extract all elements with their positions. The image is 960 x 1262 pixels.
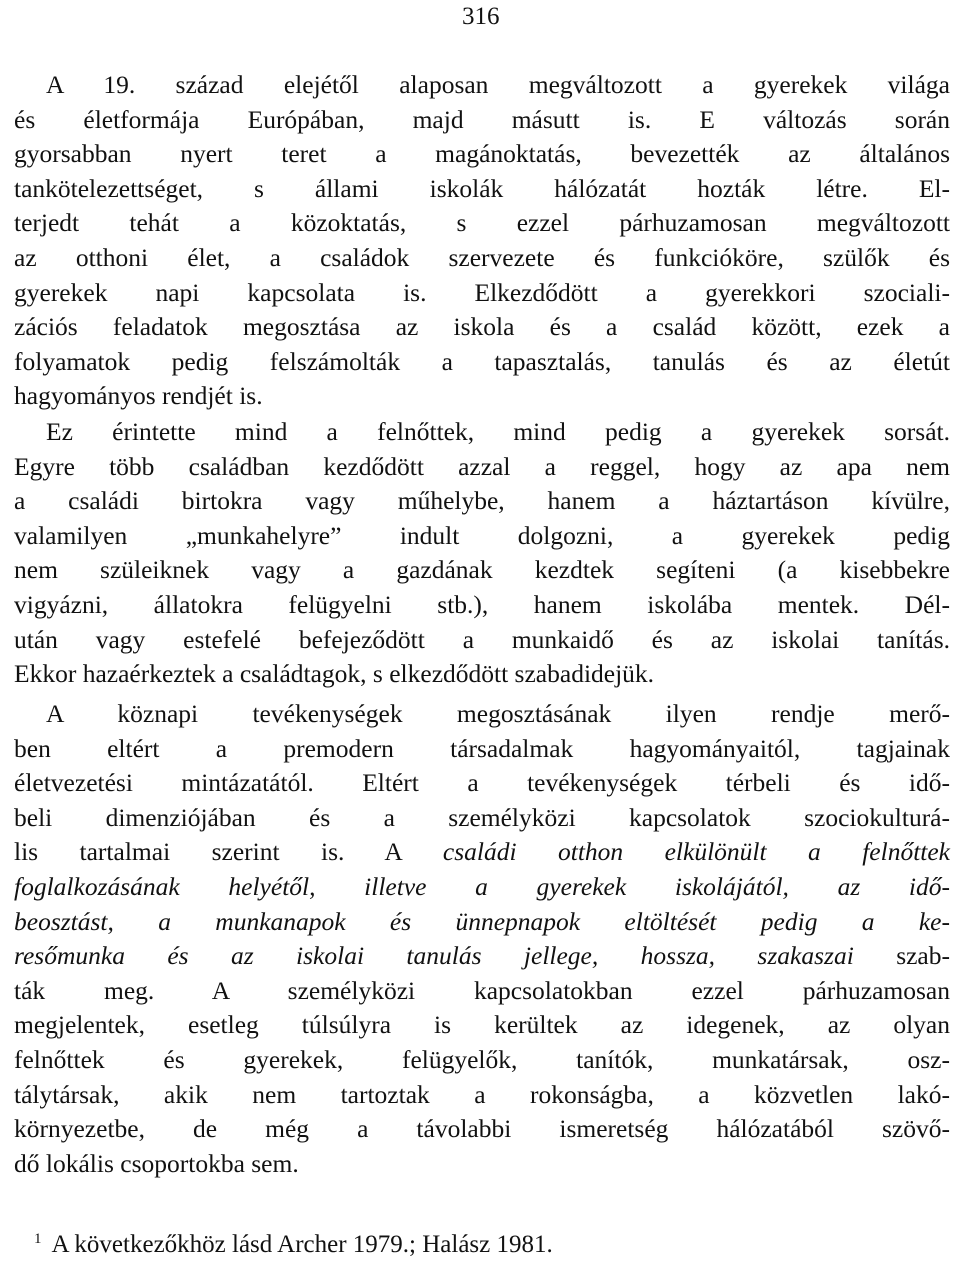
text-line: A 19. század elejétől alaposan megváltozott a gyerekek világa [46, 70, 950, 99]
text-line: valamilyen „munkahelyre” indult dolgozni, a gyerekek pedig [14, 520, 950, 550]
text-line-mixed [14, 939, 950, 974]
text-line: gyerekek napi kapcsolata is. Elkezdődött a gyerekkori szociali- [14, 277, 950, 307]
paragraph-1 [14, 68, 950, 414]
text-line: nem szüleiknek vagy a gazdának kezdtek segíteni (a kisebbekre [14, 555, 950, 585]
emphasis-span: resőmunka és az iskolai tanulás jellege, hossza, szakaszai [14, 941, 854, 971]
text-line: Ez érintette mind a felnőttek, mind pedig a gyerekek sorsát. [46, 417, 950, 446]
text-line: megjelentek, esetleg túlsúlyra is kerültek az idegenek, az olyan [14, 1010, 950, 1040]
text-span: szab- [896, 941, 950, 971]
text-line: folyamatok pedig felszámolták a tapasztalás, tanulás és az életút [14, 346, 950, 376]
text-line: gyorsabban nyert teret a magánoktatás, bevezették az általános [14, 139, 950, 169]
page-number: 316 [462, 3, 500, 30]
text-line: vigyázni, állatokra felügyelni stb.), hanem iskolába mentek. Dél- [14, 589, 950, 619]
text-line: életvezetési mintázatától. Eltért a tevékenységek térbeli és idő- [14, 768, 950, 798]
text-line: után vagy estefelé befejeződött a munkaidő és az iskolai tanítás. [14, 624, 950, 654]
emphasis-line: beosztást, a munkanapok és ünnepnapok eltöltését pedig a ke- [14, 906, 950, 936]
text-line: beli dimenziójában és a személyközi kapcsolatok szociokulturá- [14, 802, 950, 832]
text-line: a családi birtokra vagy műhelybe, hanem a háztartáson kívülre, [14, 486, 950, 516]
text-line: terjedt tehát a közoktatás, s ezzel párhuzamosan megváltozott [14, 208, 950, 238]
footnote-text: A következőkhöz lásd Archer 1979.; Halász 1981. [51, 1231, 553, 1258]
text-line: zációs feladatok megosztása az iskola és a család között, ezek a [14, 312, 950, 342]
paragraph-2 [14, 415, 950, 692]
text-line: dő lokális csoportokba sem. [14, 1148, 299, 1178]
text-line: tálytársak, akik nem tartoztak a rokonságba, a közvetlen lakó- [14, 1079, 950, 1109]
text-line: ben eltért a premodern társadalmak hagyományaitól, tagjainak [14, 733, 950, 763]
paragraph-3 [14, 697, 950, 1181]
text-line: Ekkor hazaérkeztek a családtagok, s elkezdődött szabadidejük. [14, 659, 655, 689]
text-line: felnőttek és gyerekek, felügyelők, tanítók, munkatársak, osz- [14, 1044, 950, 1074]
footnote [34, 1222, 553, 1262]
footnote-marker: 1 [34, 1231, 42, 1247]
text-line: Egyre több családban kezdődött azzal a reggel, hogy az apa nem [14, 451, 950, 481]
emphasis-span: családi otthon elkülönült a felnőttek [442, 837, 951, 867]
text-line: hagyományos rendjét is. [14, 381, 263, 411]
emphasis-line: foglalkozásának helyétől, illetve a gyerekek iskolájától, az idő- [14, 871, 950, 901]
text-line: és életformája Európában, majd másutt is. E változás során [14, 104, 950, 134]
text-line: tankötelezettséget, s állami iskolák hálózatát hozták létre. El- [14, 173, 950, 203]
text-span: lis tartalmai szerint is. A [14, 837, 402, 867]
text-line: ták meg. A személyközi kapcsolatokban ezzel párhuzamosan [14, 975, 950, 1005]
text-line: környezetbe, de még a távolabbi ismeretség hálózatából szövő- [14, 1114, 950, 1144]
text-line: az otthoni élet, a családok szervezete és funkcióköre, szülők és [14, 242, 950, 272]
text-line-mixed [14, 835, 950, 870]
text-line: A köznapi tevékenységek megosztásának ilyen rendje merő- [46, 699, 950, 728]
